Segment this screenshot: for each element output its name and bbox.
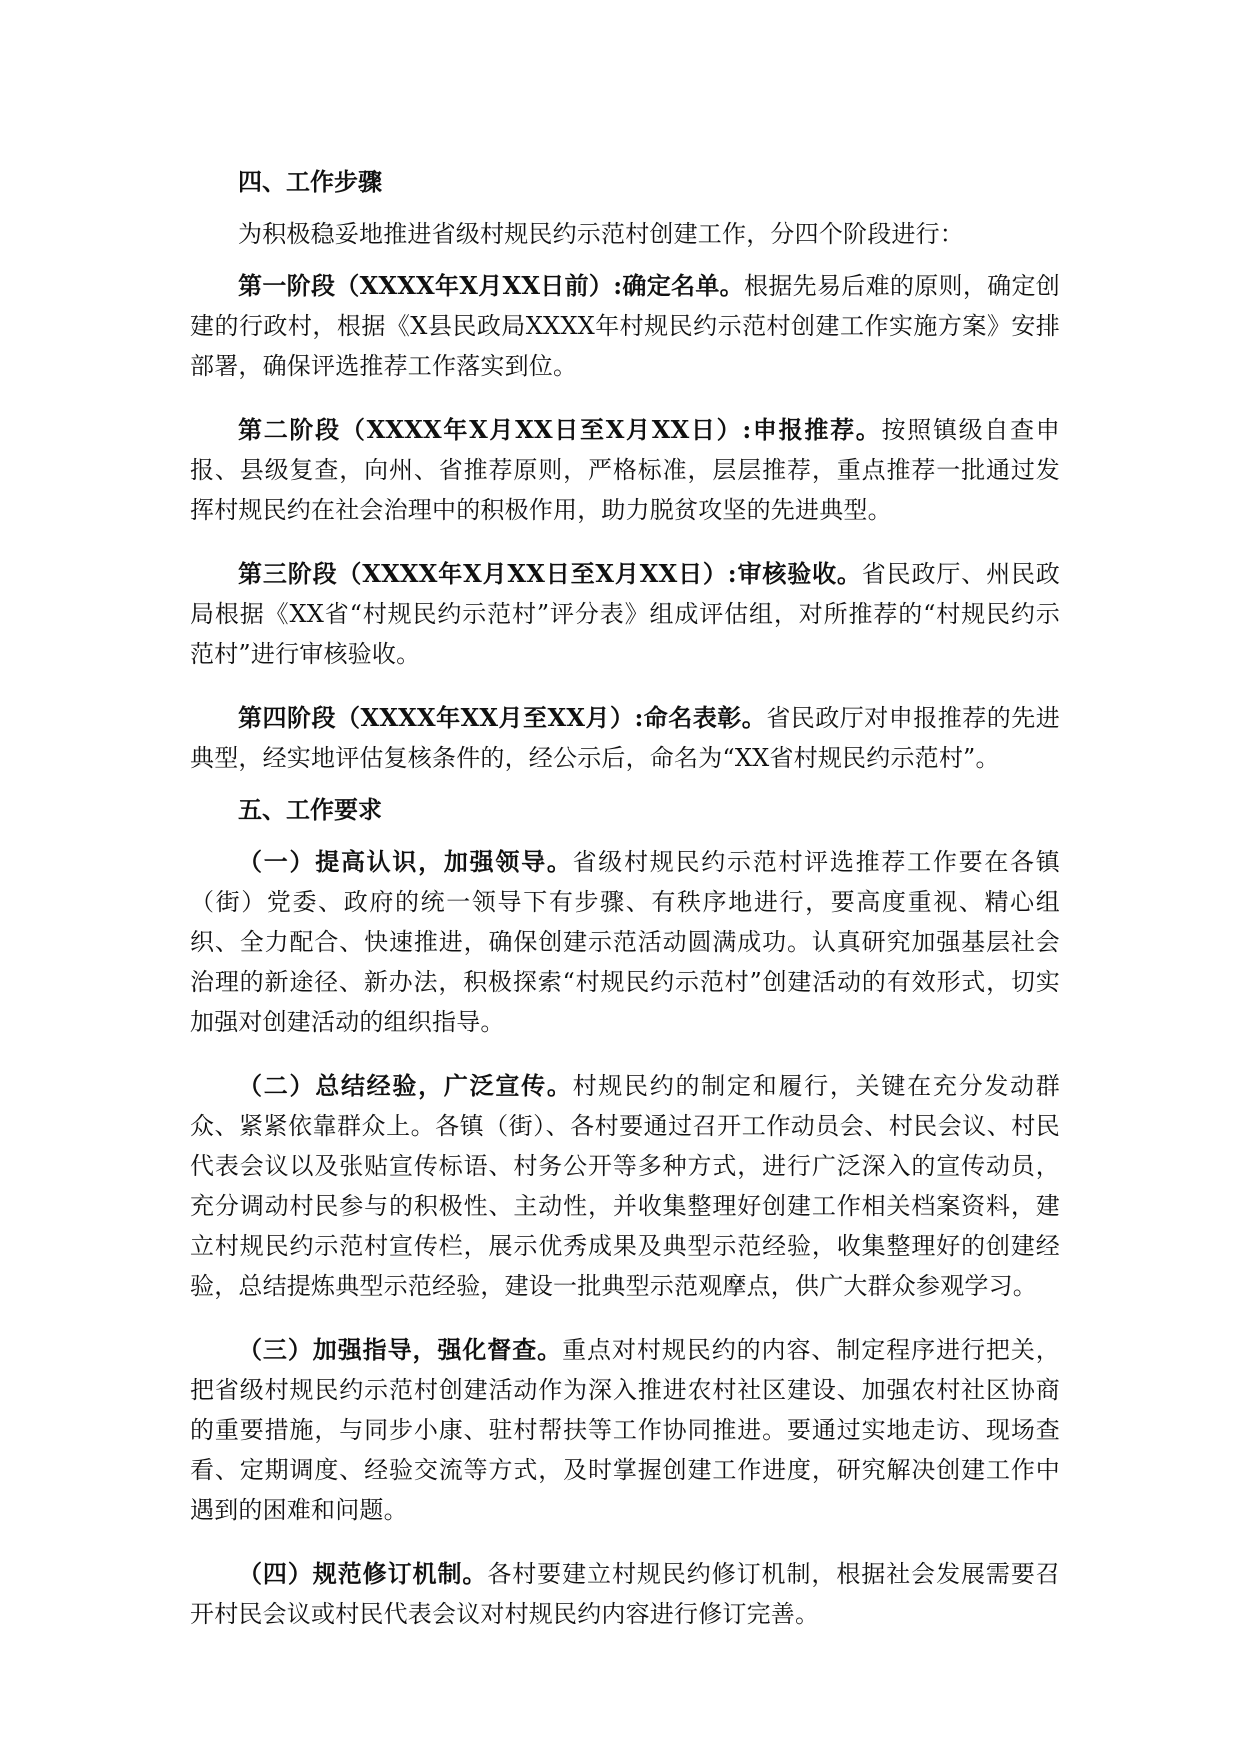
intro-text: 为积极稳妥地推进省级村规民约示范村创建工作，分四个阶段进行： bbox=[238, 220, 964, 248]
stage-body-4: 省民政厅对申报推荐的先进典型，经实地评估复核条件的，经公示后，命名为“XX省村规民约示范村”。 bbox=[190, 704, 1060, 772]
stage-title-4: 第四阶段（XXXX年XX月至XX月）:命名表彰。 bbox=[238, 703, 767, 732]
stage-body-1: 根据先易后难的原则，确定创建的行政村，根据《X县民政局XXXX年村规民约示范村创建工作实施方案》安排部署，确保评选推荐工作落实到位。 bbox=[190, 272, 1060, 380]
section-heading-work-requirements: 五、工作要求 bbox=[238, 795, 382, 824]
requirement-title-4: （四）规范修订机制。 bbox=[238, 1559, 488, 1588]
requirement-body-2: 村规民约的制定和履行，关键在充分发动群众、紧紧依靠群众上。各镇（街）、各村要通过召开工作动员会、村民会议、村民代表会议以及张贴宣传标语、村务公开等多种方式，进行广泛深入的宣传动员，充分调动村民参与的积极性、主动性，并收集整理好创建工作相关档案资料，建立村规民约示范村宣传栏，展示优秀成果及典型示范经验，收集整理好的创建经验，总结提炼典型示范经验，建设一批典型示范观摩点，供广大群众参观学习。 bbox=[190, 1072, 1060, 1300]
stage-title-2: 第二阶段（XXXX年X月XX日至X月XX日）:申报推荐。 bbox=[238, 415, 882, 444]
stage-title-1: 第一阶段（XXXX年X月XX日前）:确定名单。 bbox=[238, 271, 744, 300]
stage-paragraph-2 bbox=[190, 410, 1060, 530]
requirement-title-3: （三）加强指导，强化督查。 bbox=[238, 1335, 563, 1364]
requirement-paragraph-2 bbox=[190, 1066, 1060, 1306]
stage-paragraph-1 bbox=[190, 266, 1060, 386]
requirement-body-4: 各村要建立村规民约修订机制，根据社会发展需要召开村民会议或村民代表会议对村规民约内容进行修订完善。 bbox=[190, 1560, 1060, 1628]
requirement-body-1: 省级村规民约示范村评选推荐工作要在各镇（街）党委、政府的统一领导下有步骤、有秩序地进行，要高度重视、精心组织、全力配合、快速推进，确保创建示范活动圆满成功。认真研究加强基层社会治理的新途径、新办法，积极探索“村规民约示范村”创建活动的有效形式，切实加强对创建活动的组织指导。 bbox=[190, 848, 1060, 1036]
stage-paragraph-4 bbox=[190, 698, 1060, 778]
requirement-paragraph-3 bbox=[190, 1330, 1060, 1530]
requirement-title-2: （二）总结经验，广泛宣传。 bbox=[238, 1071, 573, 1100]
requirement-title-1: （一）提高认识，加强领导。 bbox=[238, 847, 573, 876]
requirement-body-3: 重点对村规民约的内容、制定程序进行把关，把省级村规民约示范村创建活动作为深入推进农村社区建设、加强农村社区协商的重要措施，与同步小康、驻村帮扶等工作协同推进。要通过实地走访、现场查看、定期调度、经验交流等方式，及时掌握创建工作进度，研究解决创建工作中遇到的困难和问题。 bbox=[190, 1336, 1060, 1524]
section-intro bbox=[190, 214, 1060, 254]
requirement-paragraph-1 bbox=[190, 842, 1060, 1042]
document-body bbox=[190, 162, 1060, 1658]
requirement-paragraph-4 bbox=[190, 1554, 1060, 1634]
section-heading-work-steps: 四、工作步骤 bbox=[238, 167, 382, 196]
stage-body-3: 省民政厅、州民政局根据《XX省“村规民约示范村”评分表》组成评估组，对所推荐的“村规民约示范村”进行审核验收。 bbox=[190, 560, 1060, 668]
stage-title-3: 第三阶段（XXXX年X月XX日至X月XX日）:审核验收。 bbox=[238, 559, 862, 588]
stage-body-2: 按照镇级自查申报、县级复查，向州、省推荐原则，严格标准，层层推荐，重点推荐一批通过发挥村规民约在社会治理中的积极作用，助力脱贫攻坚的先进典型。 bbox=[190, 416, 1061, 524]
stage-paragraph-3 bbox=[190, 554, 1060, 674]
